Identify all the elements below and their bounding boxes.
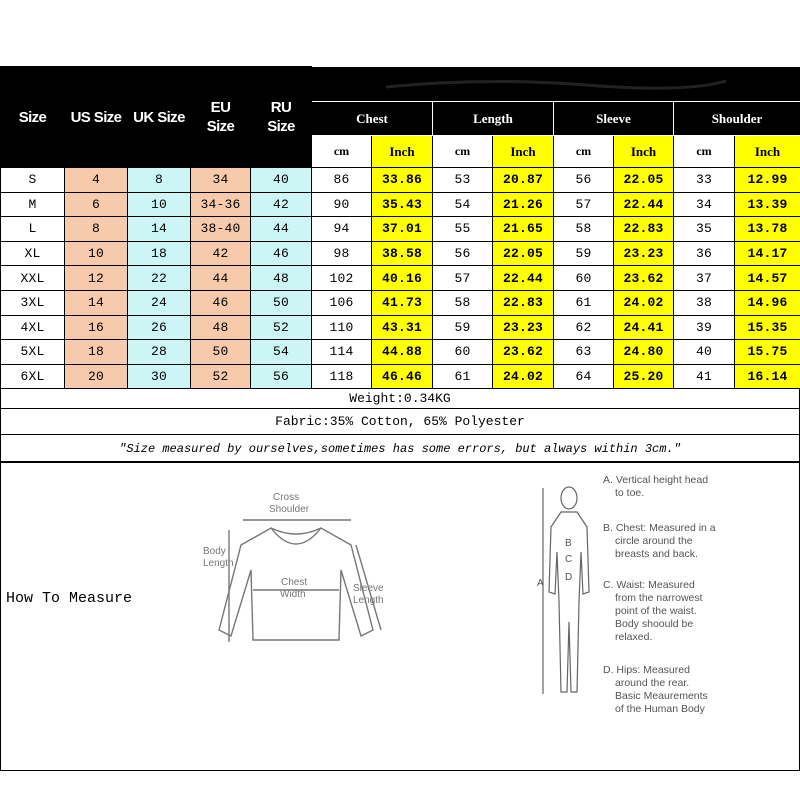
cell-size: 3XL: [1, 290, 65, 315]
cell-shoulder-cm: 40: [674, 340, 735, 365]
cell-us: 8: [65, 217, 128, 242]
cell-us: 18: [65, 340, 128, 365]
cell-sleeve-in: 25.20: [614, 364, 674, 389]
cell-length-in: 22.44: [493, 266, 554, 291]
body-label-1: Body: [203, 546, 226, 557]
cell-chest-cm: 110: [312, 315, 372, 340]
cell-length-cm: 53: [433, 168, 493, 193]
cell-chest-in: 38.58: [372, 241, 433, 266]
instruction-line: C. Waist: Measured: [603, 579, 695, 591]
cell-us: 20: [65, 364, 128, 389]
size-row: [1, 192, 800, 217]
cell-length-cm: 58: [433, 290, 493, 315]
cell-eu: 38-40: [191, 217, 251, 242]
cell-us: 6: [65, 192, 128, 217]
cell-sleeve-cm: 60: [554, 266, 614, 291]
unit-sleeve-inch: Inch: [614, 136, 674, 168]
notes: [0, 388, 800, 463]
cell-size: 4XL: [1, 315, 65, 340]
header-sleeve: Sleeve: [554, 102, 674, 136]
instruction-line: Basic Meaurements: [615, 690, 708, 702]
cell-chest-in: 43.31: [372, 315, 433, 340]
cell-uk: 14: [128, 217, 191, 242]
cell-chest-in: 35.43: [372, 192, 433, 217]
cell-length-in: 21.65: [493, 217, 554, 242]
cell-length-in: 22.05: [493, 241, 554, 266]
cell-sleeve-in: 22.83: [614, 217, 674, 242]
cell-sleeve-in: 24.02: [614, 290, 674, 315]
instruction-line: to toe.: [615, 487, 645, 499]
cell-uk: 8: [128, 168, 191, 193]
cell-us: 12: [65, 266, 128, 291]
cell-shoulder-in: 15.75: [735, 340, 800, 365]
cell-shoulder-in: 14.57: [735, 266, 800, 291]
cell-eu: 44: [191, 266, 251, 291]
cross-label-2: Shoulder: [269, 504, 310, 515]
instruction-block: [603, 522, 798, 561]
cell-ru: 48: [251, 266, 312, 291]
header-ru-size: RU Size: [251, 67, 312, 168]
letter-b: B: [565, 538, 572, 549]
cell-length-cm: 55: [433, 217, 493, 242]
letter-a: A: [537, 578, 544, 589]
body-label-2: Length: [203, 558, 234, 569]
cell-chest-cm: 94: [312, 217, 372, 242]
body-figure-diagram: [531, 482, 601, 712]
instruction-block: [603, 474, 798, 500]
instruction-line: D. Hips: Measured: [603, 664, 690, 676]
cell-size: XL: [1, 241, 65, 266]
cell-shoulder-cm: 33: [674, 168, 735, 193]
how-to-measure-panel: [0, 461, 800, 771]
cell-uk: 18: [128, 241, 191, 266]
cell-length-in: 23.62: [493, 340, 554, 365]
cell-uk: 22: [128, 266, 191, 291]
cell-size: XXL: [1, 266, 65, 291]
chest-label-1: Chest: [281, 577, 308, 588]
cell-sleeve-in: 23.23: [614, 241, 674, 266]
instruction-block: [603, 664, 798, 716]
cell-sleeve-cm: 62: [554, 315, 614, 340]
cell-eu: 52: [191, 364, 251, 389]
instruction-line: of the Human Body: [615, 703, 705, 715]
cell-uk: 26: [128, 315, 191, 340]
letter-d: D: [565, 572, 573, 583]
cell-length-in: 20.87: [493, 168, 554, 193]
unit-length-inch: Inch: [493, 136, 554, 168]
size-row: [1, 168, 800, 193]
weight-note: Weight:0.34KG: [0, 388, 800, 409]
unit-sleeve-cm: cm: [554, 136, 614, 168]
cell-sleeve-cm: 61: [554, 290, 614, 315]
cell-chest-in: 41.73: [372, 290, 433, 315]
cell-ru: 40: [251, 168, 312, 193]
cell-shoulder-in: 13.78: [735, 217, 800, 242]
cell-length-in: 24.02: [493, 364, 554, 389]
cell-chest-cm: 102: [312, 266, 372, 291]
instruction-line: around the rear.: [615, 677, 690, 689]
cell-chest-in: 44.88: [372, 340, 433, 365]
header-length: Length: [433, 102, 554, 136]
cell-eu: 34: [191, 168, 251, 193]
cell-length-cm: 59: [433, 315, 493, 340]
header-chest: Chest: [312, 102, 433, 136]
cell-shoulder-cm: 35: [674, 217, 735, 242]
cell-uk: 28: [128, 340, 191, 365]
cell-chest-in: 33.86: [372, 168, 433, 193]
cell-length-cm: 57: [433, 266, 493, 291]
cell-size: L: [1, 217, 65, 242]
cell-us: 10: [65, 241, 128, 266]
cell-sleeve-in: 22.44: [614, 192, 674, 217]
cell-length-cm: 56: [433, 241, 493, 266]
cell-size: M: [1, 192, 65, 217]
cell-uk: 30: [128, 364, 191, 389]
cell-sleeve-cm: 56: [554, 168, 614, 193]
letter-c: C: [565, 554, 573, 565]
cell-length-cm: 54: [433, 192, 493, 217]
instruction-line: circle around the: [615, 535, 693, 547]
cell-sleeve-in: 23.62: [614, 266, 674, 291]
cell-sleeve-in: 24.80: [614, 340, 674, 365]
disclaimer-note: "Size measured by ourselves,sometimes has some errors, but always within 3cm.": [0, 435, 800, 463]
cell-shoulder-cm: 36: [674, 241, 735, 266]
cell-sleeve-cm: 63: [554, 340, 614, 365]
cell-shoulder-cm: 41: [674, 364, 735, 389]
cell-shoulder-cm: 39: [674, 315, 735, 340]
cell-ru: 52: [251, 315, 312, 340]
cell-shoulder-cm: 37: [674, 266, 735, 291]
cell-length-cm: 61: [433, 364, 493, 389]
cell-eu: 50: [191, 340, 251, 365]
size-row: [1, 290, 800, 315]
size-chart: [0, 66, 800, 771]
cell-chest-in: 46.46: [372, 364, 433, 389]
cell-size: S: [1, 168, 65, 193]
cell-size: 5XL: [1, 340, 65, 365]
cell-sleeve-in: 22.05: [614, 168, 674, 193]
instruction-block: [603, 579, 798, 644]
instruction-line: B. Chest: Measured in a: [603, 522, 716, 534]
cell-ru: 42: [251, 192, 312, 217]
cell-size: 6XL: [1, 364, 65, 389]
cell-us: 4: [65, 168, 128, 193]
size-row: [1, 364, 800, 389]
instruction-line: point of the waist.: [615, 605, 697, 617]
instruction-line: relaxed.: [615, 631, 653, 643]
chest-label-2: Width: [280, 589, 306, 600]
size-row: [1, 315, 800, 340]
cell-ru: 50: [251, 290, 312, 315]
sleeve-label-2: Length: [353, 595, 384, 606]
header-us-size: US Size: [65, 67, 128, 168]
cell-sleeve-cm: 57: [554, 192, 614, 217]
size-row: [1, 241, 800, 266]
how-to-measure-title: How To Measure: [6, 590, 133, 607]
cell-shoulder-in: 14.17: [735, 241, 800, 266]
unit-shoulder-inch: Inch: [735, 136, 800, 168]
cell-shoulder-in: 13.39: [735, 192, 800, 217]
cell-sleeve-cm: 59: [554, 241, 614, 266]
cell-eu: 42: [191, 241, 251, 266]
header-uk-size: UK Size: [128, 67, 191, 168]
instruction-line: A. Vertical height head: [603, 474, 709, 486]
cell-length-in: 23.23: [493, 315, 554, 340]
cell-length-cm: 60: [433, 340, 493, 365]
cell-ru: 54: [251, 340, 312, 365]
instruction-line: breasts and back.: [615, 548, 698, 560]
cell-length-in: 22.83: [493, 290, 554, 315]
fabric-note: Fabric:35% Cotton, 65% Polyester: [0, 409, 800, 435]
cell-shoulder-in: 12.99: [735, 168, 800, 193]
cell-shoulder-in: 15.35: [735, 315, 800, 340]
cell-uk: 24: [128, 290, 191, 315]
cell-sleeve-in: 24.41: [614, 315, 674, 340]
logo-smudge: [366, 67, 746, 97]
cell-length-in: 21.26: [493, 192, 554, 217]
cell-chest-cm: 98: [312, 241, 372, 266]
cell-ru: 46: [251, 241, 312, 266]
sleeve-label-1: Sleeve: [353, 583, 384, 594]
cell-chest-in: 37.01: [372, 217, 433, 242]
cell-chest-cm: 86: [312, 168, 372, 193]
figure-head: [561, 487, 577, 509]
cell-us: 14: [65, 290, 128, 315]
cell-chest-cm: 90: [312, 192, 372, 217]
cell-uk: 10: [128, 192, 191, 217]
header-banner: [312, 67, 800, 102]
cell-shoulder-in: 14.96: [735, 290, 800, 315]
cell-chest-cm: 114: [312, 340, 372, 365]
cell-eu: 46: [191, 290, 251, 315]
size-row: [1, 217, 800, 242]
cell-us: 16: [65, 315, 128, 340]
instruction-line: Body shoould be: [615, 618, 694, 630]
cross-label-1: Cross: [273, 492, 300, 503]
unit-chest-cm: cm: [312, 136, 372, 168]
unit-length-cm: cm: [433, 136, 493, 168]
header-size: Size: [1, 67, 65, 168]
cell-eu: 34-36: [191, 192, 251, 217]
cell-ru: 44: [251, 217, 312, 242]
size-row: [1, 266, 800, 291]
cell-shoulder-in: 16.14: [735, 364, 800, 389]
cell-sleeve-cm: 58: [554, 217, 614, 242]
unit-chest-inch: Inch: [372, 136, 433, 168]
cell-chest-cm: 106: [312, 290, 372, 315]
garment-diagram: [201, 490, 391, 670]
cell-sleeve-cm: 64: [554, 364, 614, 389]
instruction-line: from the narrowest: [615, 592, 703, 604]
cell-chest-in: 40.16: [372, 266, 433, 291]
cell-shoulder-cm: 38: [674, 290, 735, 315]
cell-eu: 48: [191, 315, 251, 340]
cell-shoulder-cm: 34: [674, 192, 735, 217]
size-row: [1, 340, 800, 365]
cell-ru: 56: [251, 364, 312, 389]
measure-instructions: [603, 474, 798, 716]
size-table: [0, 66, 800, 389]
header-eu-size: EU Size: [191, 67, 251, 168]
unit-shoulder-cm: cm: [674, 136, 735, 168]
header-shoulder: Shoulder: [674, 102, 800, 136]
cell-chest-cm: 118: [312, 364, 372, 389]
